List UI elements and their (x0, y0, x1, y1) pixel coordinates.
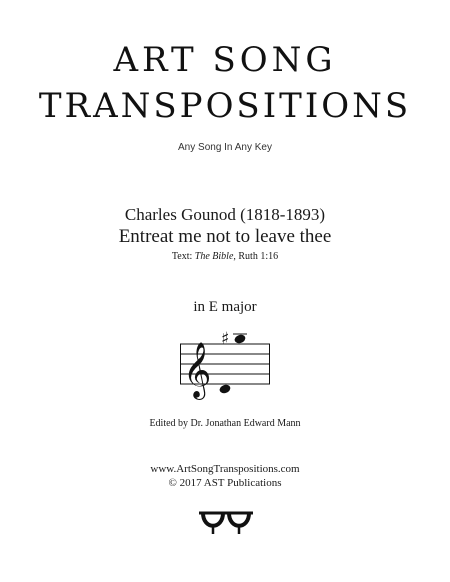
editor-credit: Edited by Dr. Jonathan Edward Mann (149, 418, 301, 429)
brand-line-1: ART SONG (113, 40, 337, 80)
composer: Charles Gounod (1818-1893) (124, 205, 326, 224)
text-credit (0, 251, 450, 262)
song-title: Entreat me not to leave thee (118, 226, 332, 247)
treble-clef-icon: 𝄞 (183, 342, 212, 398)
tagline: Any Song In Any Key (178, 142, 272, 153)
text-source: The Bible (194, 251, 234, 262)
brand-line-2: TRANSPOSITIONS (38, 86, 412, 126)
text-ref: , Ruth 1:16 (233, 251, 279, 262)
low-note-icon (218, 383, 231, 394)
high-note-icon (233, 333, 246, 344)
staff-range-icon (180, 330, 270, 400)
text-prefix: Text: (171, 251, 195, 262)
copyright: © 2017 AST Publications (168, 477, 282, 489)
website: www.ArtSongTranspositions.com (150, 463, 300, 475)
key-label: in E major (193, 299, 257, 315)
ast-logo-icon (197, 510, 255, 536)
sharp-icon: ♯ (221, 330, 230, 349)
